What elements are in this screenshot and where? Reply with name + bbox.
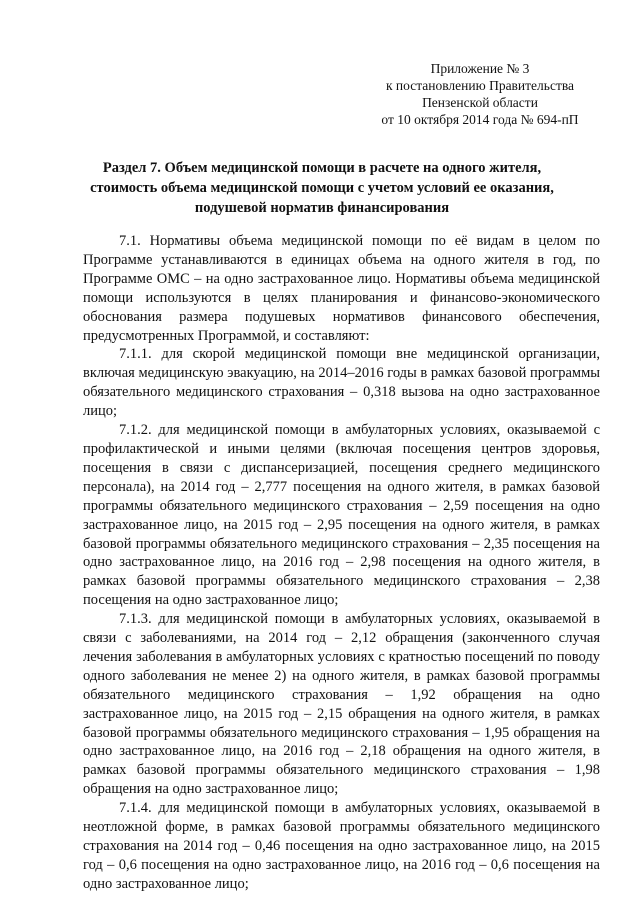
paragraph-7-1-2: 7.1.2. для медицинской помощи в амбулаторных условиях, оказываемой с профилактической и иными целями (включая посещения центров здоровья, посещения в связи с диспансеризацией, посещения среднего медицинского персонала), на 2014 год – 2,777 посещения на одного жителя, в рамках базовой программы обязательного медицинского страхования – 2,59 посещения на одно застрахованное лицо, на 2015 год – 2,95 посещения на одного жителя, в рамках базовой программы обязательного медицинского страхования – 2,35 посещения на одно застрахованное лицо, на 2016 год – 2,98 посещения на одного жителя, в рамках базовой программы обязательного медицинского страхования – 2,38 посещения на одно застрахованное лицо; xyxy=(83,422,600,609)
appendix-resolution: к постановлению Правительства xyxy=(385,78,575,93)
paragraph-7-1-1: 7.1.1. для скорой медицинской помощи вне медицинской организации, включая медицинскую эвакуацию, на 2014–2016 годы в рамках базовой программы обязательного медицинского страхования – 0,318 вызова на одно застрахованное лицо; xyxy=(83,346,600,420)
section-title xyxy=(60,158,584,218)
paragraph-7-1-4: 7.1.4. для медицинской помощи в амбулаторных условиях, оказываемой в неотложной форме, в рамках базовой программы обязательного медицинского страхования на 2014 год – 0,46 посещения на одно застрахованное лицо, на 2015 год – 0,6 посещения на одно застрахованное лицо, на 2016 год – 0,6 посещения на одно застрахованное лицо; xyxy=(83,800,600,892)
appendix-number: Приложение № 3 xyxy=(430,61,530,76)
appendix-region: Пензенской области xyxy=(422,95,538,110)
appendix-date: от 10 октября 2014 года № 694-пП xyxy=(381,112,579,127)
paragraph-7-1-3: 7.1.3. для медицинской помощи в амбулаторных условиях, оказываемой в связи с заболеваниями, на 2014 год – 2,12 обращения (законченного случая лечения заболевания в амбулаторных условиях с кратностью посещений по поводу одного заболевания не менее 2) на одного жителя, в рамках базовой программы обязательного медицинского страхования – 1,92 обращения на одно застрахованное лицо, на 2015 год – 2,15 обращения на одного жителя, в рамках базовой программы обязательного медицинского страхования – 1,95 обращения на одно застрахованное лицо, на 2016 год – 2,18 обращения на одного жителя, в рамках базовой программы обязательного медицинского страхования – 1,98 обращения на одно застрахованное лицо; xyxy=(83,611,600,798)
appendix-header xyxy=(360,60,600,128)
section-title-line-2: стоимость объема медицинской помощи с учетом условий ее оказания, xyxy=(90,180,554,196)
section-title-line-3: подушевой норматив финансирования xyxy=(194,200,450,216)
section-title-line-1: Раздел 7. Объем медицинской помощи в расчете на одного жителя, xyxy=(102,160,542,176)
paragraph-7-1: 7.1. Нормативы объема медицинской помощи по её видам в целом по Программе устанавливаются в единицах объема на одного жителя в год, по Программе ОМС – на одно застрахованное лицо. Нормативы объема медицинской помощи используются в целях планирования и финансово-экономического обоснования размера подушевых нормативов финансового обеспечения, предусмотренных Программой, и составляют: xyxy=(83,233,600,344)
document-body xyxy=(83,232,600,894)
